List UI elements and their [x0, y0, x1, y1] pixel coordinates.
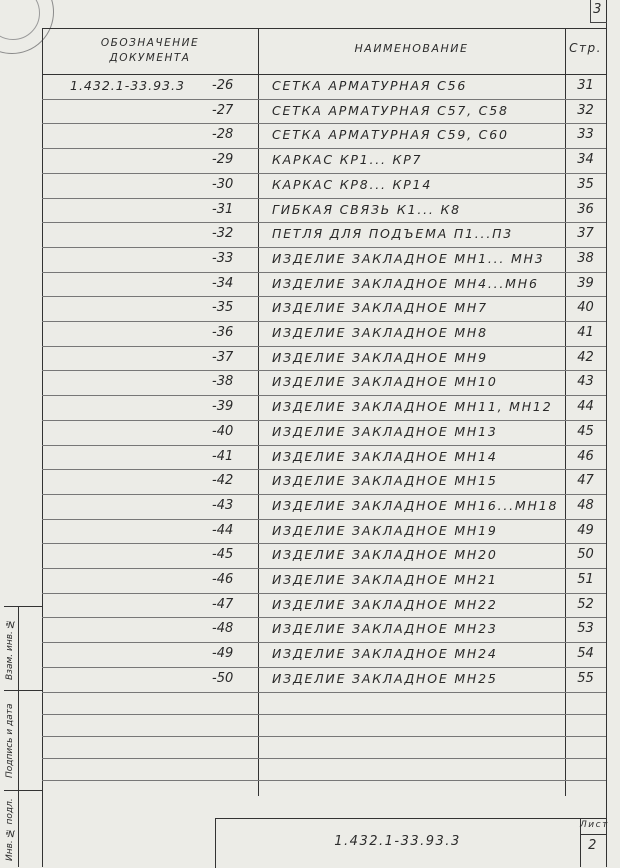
- row-item-name: ИЗДЕЛИЕ ЗАКЛАДНОЕ МН14: [272, 448, 498, 464]
- row-item-name: ИЗДЕЛИЕ ЗАКЛАДНОЕ МН22: [272, 596, 498, 612]
- row-page-number: 33: [577, 127, 594, 143]
- row-page-number: 51: [577, 572, 594, 587]
- row-item-name: СЕТКА АРМАТУРНАЯ С59, С60: [272, 127, 509, 143]
- row-page-number: 45: [577, 423, 594, 439]
- row-item-name: ИЗДЕЛИЕ ЗАКЛАДНОЕ МН4...МН6: [272, 275, 539, 291]
- table-row-border: [42, 198, 606, 199]
- title-block-code: 1.432.1-33.93.3: [334, 834, 461, 849]
- row-sheet-suffix: -46: [212, 572, 234, 587]
- row-item-name: ПЕТЛЯ ДЛЯ ПОДЪЕМА П1...П3: [272, 226, 514, 242]
- sidebar-label-vzam: Взам. инв. №: [5, 618, 15, 680]
- row-page-number: 53: [577, 621, 594, 637]
- row-sheet-suffix: -37: [212, 349, 234, 365]
- row-item-name: КАРКАС КР1... КР7: [272, 152, 423, 168]
- row-page-number: 41: [577, 325, 594, 340]
- row-item-name: ГИБКАЯ СВЯЗЬ К1... К8: [272, 201, 461, 217]
- sidebar-label-podpis: Подпись и дата: [5, 703, 15, 779]
- sidebar-separator-1: [4, 690, 42, 691]
- empty-row-border: [42, 780, 606, 781]
- header-page: Стр.: [569, 41, 602, 55]
- frame-right-border: [606, 0, 607, 867]
- header-designation: [60, 36, 240, 66]
- table-row-border: [42, 123, 606, 124]
- row-page-number: 47: [577, 473, 594, 489]
- header-designation-line1: ОБОЗНАЧЕНИЕ: [100, 37, 200, 49]
- table-row-border: [42, 593, 606, 594]
- row-page-number: 39: [577, 275, 594, 291]
- row-sheet-suffix: -26: [212, 78, 234, 93]
- table-row-border: [42, 346, 606, 347]
- row-sheet-suffix: -49: [212, 646, 234, 662]
- table-row-border: [42, 222, 606, 223]
- row-item-name: ИЗДЕЛИЕ ЗАКЛАДНОЕ МН23: [272, 621, 498, 637]
- table-row-border: [42, 99, 606, 100]
- row-sheet-suffix: -28: [212, 127, 234, 143]
- sheet-list-label: Лист: [580, 820, 609, 830]
- row-page-number: 38: [577, 250, 594, 266]
- table-row-border: [42, 296, 606, 297]
- row-sheet-suffix: -36: [212, 325, 234, 340]
- row-sheet-suffix: -38: [212, 374, 234, 390]
- row-item-name: ИЗДЕЛИЕ ЗАКЛАДНОЕ МН13: [272, 423, 498, 439]
- sidebar-label-inv: Инв. № подл.: [5, 798, 15, 862]
- row-sheet-suffix: -43: [212, 497, 234, 513]
- row-item-name: ИЗДЕЛИЕ ЗАКЛАДНОЕ МН10: [272, 374, 498, 390]
- sidebar-top-border: [4, 606, 42, 607]
- empty-row-border: [42, 736, 606, 737]
- row-sheet-suffix: -45: [212, 547, 234, 563]
- sidebar-divider: [18, 606, 19, 867]
- header-designation-line2: ДОКУМЕНТА: [109, 52, 191, 64]
- row-sheet-suffix: -30: [212, 176, 234, 192]
- frame-left-border: [42, 28, 43, 867]
- table-row-border: [42, 543, 606, 544]
- sheet-list-number: 2: [588, 838, 598, 853]
- row-page-number: 46: [577, 448, 594, 464]
- row-item-name: ИЗДЕЛИЕ ЗАКЛАДНОЕ МН8: [272, 325, 488, 340]
- row-item-name: КАРКАС КР8... КР14: [272, 176, 433, 192]
- sheet-list-divider: [580, 834, 606, 835]
- table-row-border: [42, 667, 606, 668]
- row-sheet-suffix: -35: [212, 300, 234, 316]
- table-row-border: [42, 247, 606, 248]
- row-sheet-suffix: -50: [212, 670, 234, 686]
- row-page-number: 54: [577, 646, 594, 662]
- row-page-number: 31: [577, 78, 594, 93]
- row-page-number: 35: [577, 176, 594, 192]
- row-item-name: ИЗДЕЛИЕ ЗАКЛАДНОЕ МН25: [272, 670, 498, 686]
- table-top-border: [42, 28, 606, 29]
- row-page-number: 55: [577, 670, 594, 686]
- row-page-number: 48: [577, 497, 594, 513]
- row-item-name: ИЗДЕЛИЕ ЗАКЛАДНОЕ МН21: [272, 572, 498, 587]
- table-row-border: [42, 321, 606, 322]
- row-sheet-suffix: -32: [212, 226, 234, 242]
- row-page-number: 50: [577, 547, 594, 563]
- row-page-number: 44: [577, 399, 594, 415]
- row-item-name: ИЗДЕЛИЕ ЗАКЛАДНОЕ МН11, МН12: [272, 399, 553, 415]
- row-sheet-suffix: -29: [212, 152, 234, 168]
- row-item-name: ИЗДЕЛИЕ ЗАКЛАДНОЕ МН9: [272, 349, 488, 365]
- row-item-name: ИЗДЕЛИЕ ЗАКЛАДНОЕ МН19: [272, 522, 498, 538]
- row-page-number: 49: [577, 522, 594, 538]
- row-page-number: 42: [577, 349, 594, 365]
- row-sheet-suffix: -40: [212, 423, 234, 439]
- row-item-name: ИЗДЕЛИЕ ЗАКЛАДНОЕ МН20: [272, 547, 498, 563]
- row-sheet-suffix: -42: [212, 473, 234, 489]
- table-row-border: [42, 469, 606, 470]
- row-item-name: ИЗДЕЛИЕ ЗАКЛАДНОЕ МН1... МН3: [272, 250, 545, 266]
- row-sheet-suffix: -33: [212, 250, 234, 266]
- row-sheet-suffix: -34: [212, 275, 234, 291]
- row-sheet-suffix: -31: [212, 201, 234, 217]
- table-row-border: [42, 568, 606, 569]
- row-item-name: СЕТКА АРМАТУРНАЯ С56: [272, 78, 468, 93]
- row-page-number: 34: [577, 152, 594, 168]
- table-row-border: [42, 370, 606, 371]
- row-page-number: 32: [577, 102, 594, 118]
- row-page-number: 40: [577, 300, 594, 316]
- table-row-border: [42, 519, 606, 520]
- table-row-border: [42, 494, 606, 495]
- row-sheet-suffix: -41: [212, 448, 234, 464]
- table-row-border: [42, 692, 606, 693]
- row-item-name: ИЗДЕЛИЕ ЗАКЛАДНОЕ МН7: [272, 300, 488, 316]
- table-row-border: [42, 148, 606, 149]
- table-header-divider: [42, 74, 606, 75]
- empty-row-border: [42, 758, 606, 759]
- row-page-number: 52: [577, 596, 594, 612]
- sidebar-separator-2: [4, 790, 42, 791]
- row-page-number: 36: [577, 201, 594, 217]
- empty-row-border: [42, 714, 606, 715]
- table-row-border: [42, 395, 606, 396]
- row-sheet-suffix: -39: [212, 399, 234, 415]
- row-sheet-suffix: -27: [212, 102, 234, 118]
- row-item-name: ИЗДЕЛИЕ ЗАКЛАДНОЕ МН16...МН18: [272, 497, 559, 513]
- table-row-border: [42, 420, 606, 421]
- table-row-border: [42, 445, 606, 446]
- sheet-number: 3: [593, 2, 603, 17]
- row-document-code: 1.432.1-33.93.3: [70, 78, 185, 93]
- row-page-number: 43: [577, 374, 594, 390]
- table-row-border: [42, 173, 606, 174]
- table-row-border: [42, 272, 606, 273]
- row-sheet-suffix: -48: [212, 621, 234, 637]
- row-item-name: СЕТКА АРМАТУРНАЯ С57, С58: [272, 102, 509, 118]
- table-row-border: [42, 617, 606, 618]
- row-page-number: 37: [577, 226, 594, 242]
- header-name: НАИМЕНОВАНИЕ: [354, 42, 469, 55]
- row-sheet-suffix: -44: [212, 522, 234, 538]
- table-row-border: [42, 642, 606, 643]
- row-item-name: ИЗДЕЛИЕ ЗАКЛАДНОЕ МН24: [272, 646, 498, 662]
- row-item-name: ИЗДЕЛИЕ ЗАКЛАДНОЕ МН15: [272, 473, 498, 489]
- column-divider-name: [258, 28, 259, 796]
- row-sheet-suffix: -47: [212, 596, 234, 612]
